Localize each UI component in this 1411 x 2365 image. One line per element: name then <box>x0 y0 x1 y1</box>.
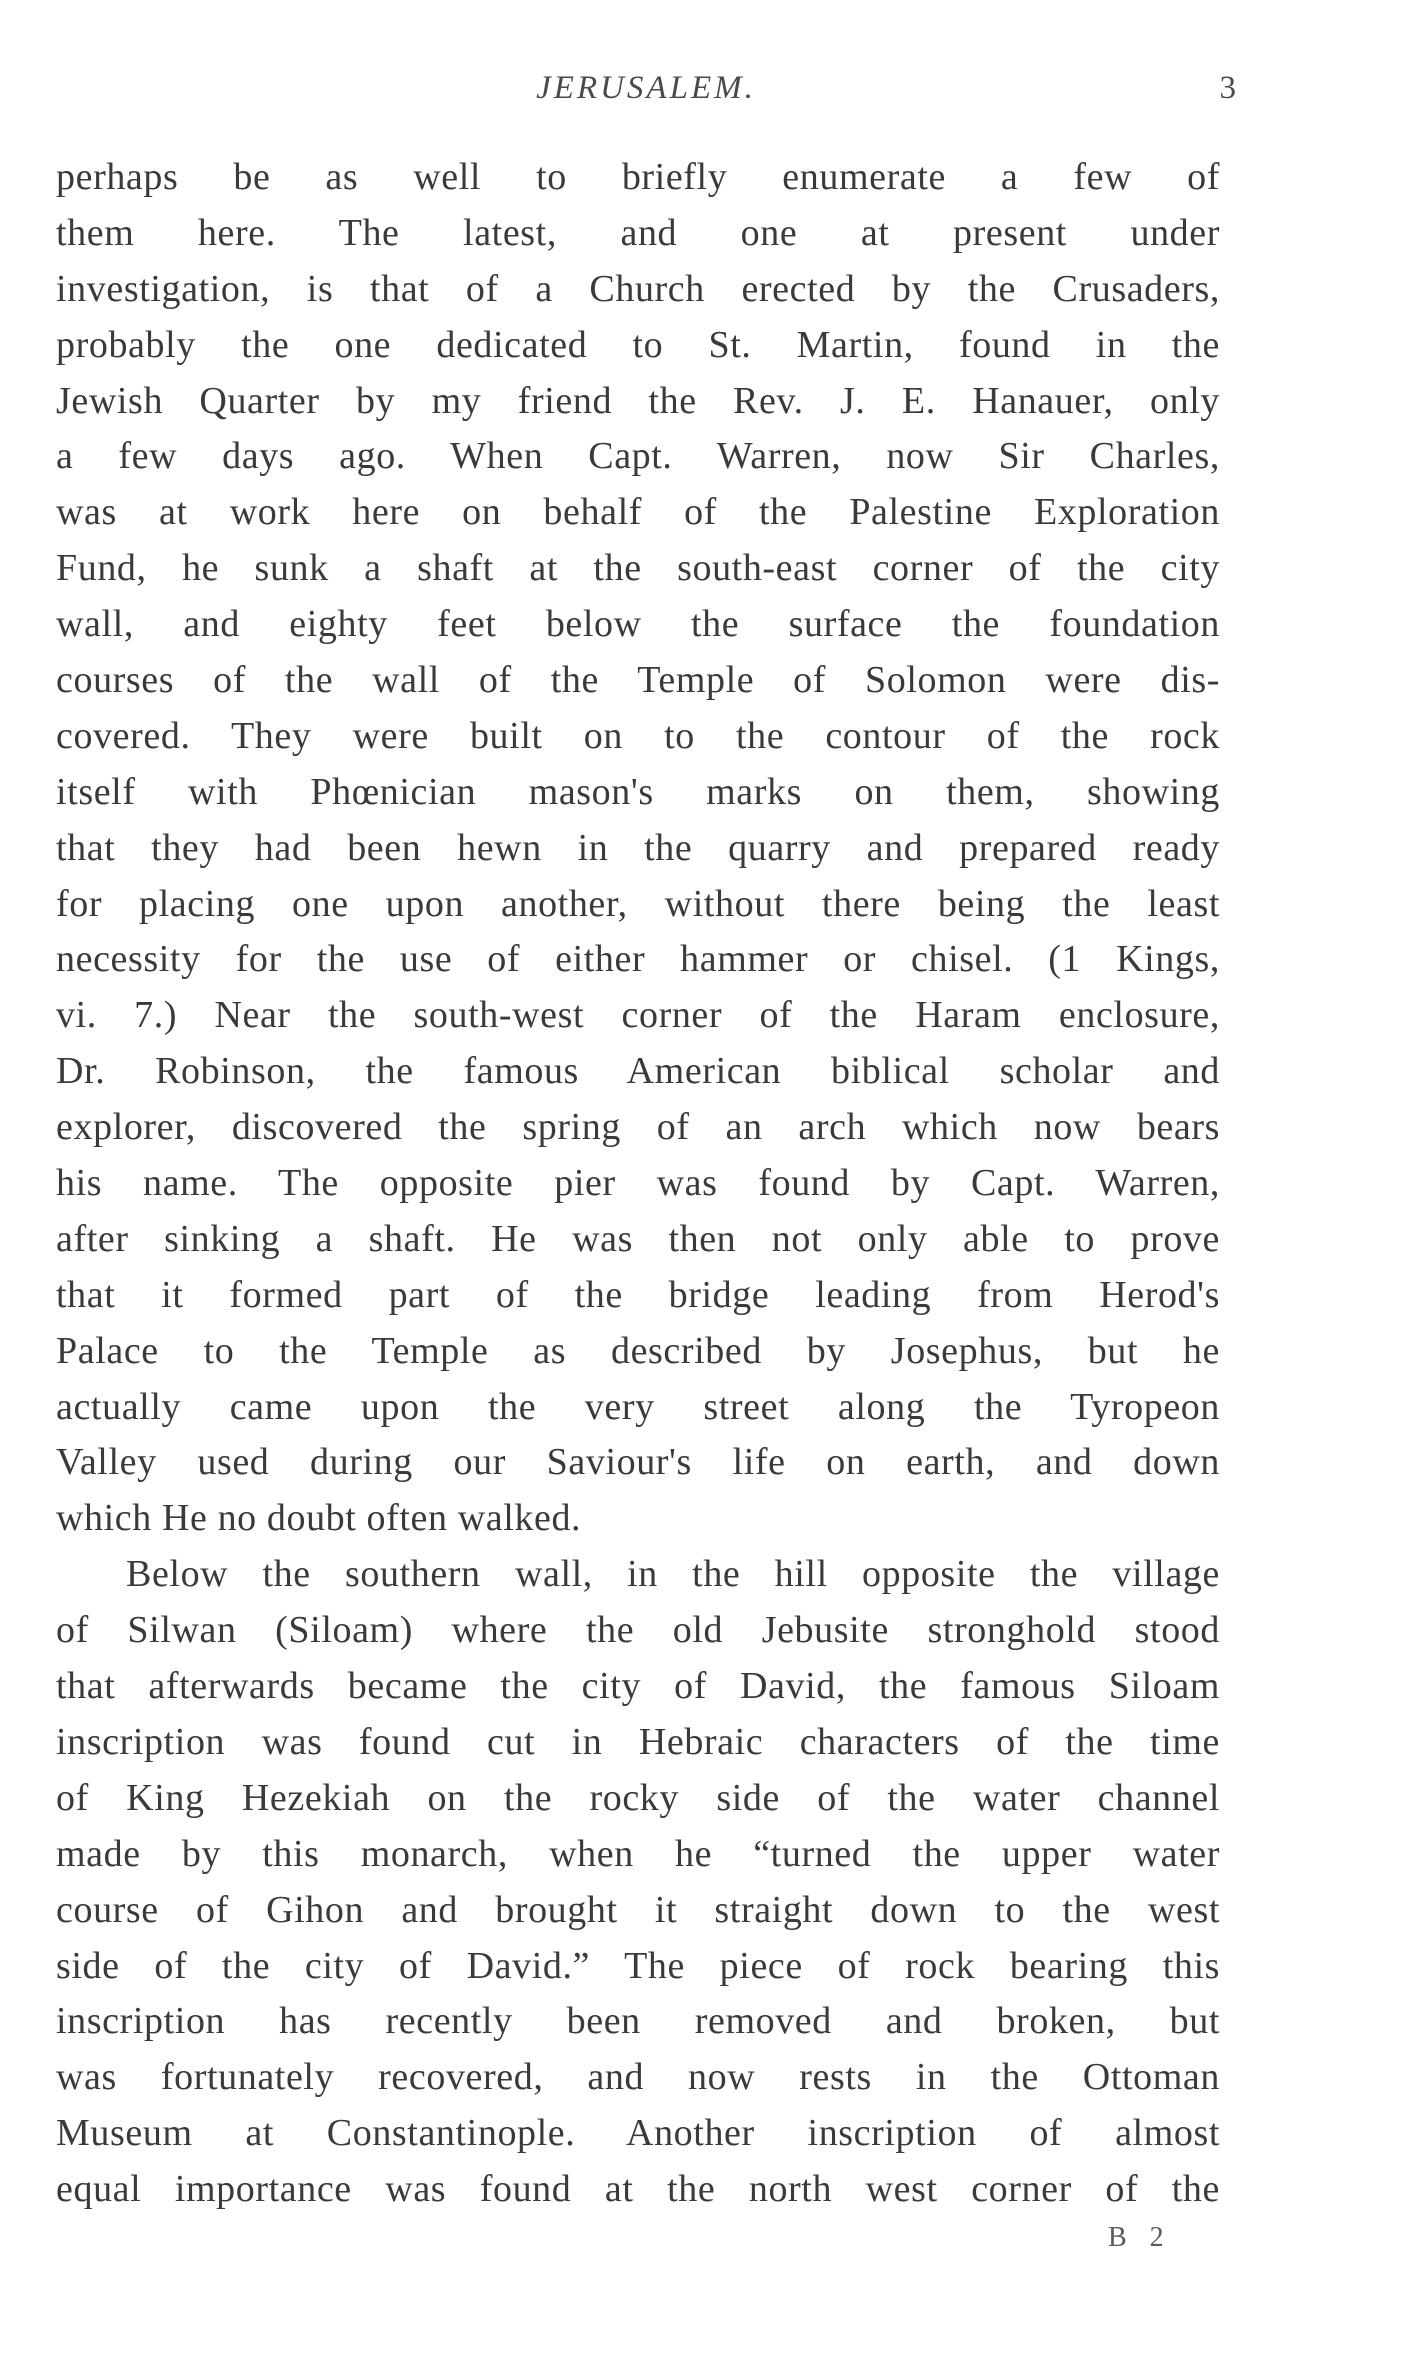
text-line: that it formed part of the bridge leading from Herod's <box>56 1273 1220 1316</box>
text-line: his name. The opposite pier was found by Capt. Warren, <box>56 1162 1220 1205</box>
text-line: itself with Phœnician mason's marks on them, showing <box>56 770 1220 813</box>
text-line: Dr. Robinson, the famous American biblical scholar and <box>56 1050 1220 1093</box>
text-line: was fortunately recovered, and now rests in the Ottoman <box>56 2056 1220 2099</box>
text-line: which He no doubt often walked. <box>56 1497 582 1540</box>
text-line: inscription was found cut in Hebraic characters of the time <box>56 1720 1220 1763</box>
text-line: for placing one upon another, without there being the least <box>56 882 1220 925</box>
text-line: that they had been hewn in the quarry and prepared ready <box>56 826 1220 869</box>
text-line: inscription has recently been removed and broken, but <box>56 2000 1220 2043</box>
text-line: after sinking a shaft. He was then not only able to prove <box>56 1217 1220 1260</box>
text-line: wall, and eighty feet below the surface the foundation <box>56 603 1220 646</box>
signature-mark: B 2 <box>1108 2222 1172 2253</box>
text-line: made by this monarch, when he “turned the upper water <box>56 1832 1220 1875</box>
text-line: necessity for the use of either hammer or chisel. (1 Kings, <box>56 938 1220 981</box>
text-line: Jewish Quarter by my friend the Rev. J. E. Hanauer, only <box>56 379 1220 422</box>
text-line: Museum at Constantinople. Another inscription of almost <box>56 2112 1220 2155</box>
text-line: actually came upon the very street along the Tyropeon <box>56 1385 1220 1428</box>
text-line: covered. They were built on to the contour of the rock <box>56 714 1220 757</box>
text-line: them here. The latest, and one at present under <box>56 211 1220 254</box>
running-title: JERUSALEM. <box>536 70 756 106</box>
text-line: probably the one dedicated to St. Martin, found in the <box>56 323 1220 366</box>
text-line: Below the southern wall, in the hill opposite the village <box>126 1553 1220 1596</box>
running-head <box>56 70 1236 120</box>
text-line: of Silwan (Siloam) where the old Jebusite stronghold stood <box>56 1609 1220 1652</box>
text-line: a few days ago. When Capt. Warren, now Sir Charles, <box>56 435 1220 478</box>
text-line: Fund, he sunk a shaft at the south-east corner of the city <box>56 547 1220 590</box>
text-line: side of the city of David.” The piece of rock bearing this <box>56 1944 1220 1987</box>
text-line: investigation, is that of a Church erected by the Crusaders, <box>56 267 1220 310</box>
text-line: Valley used during our Saviour's life on earth, and down <box>56 1441 1220 1484</box>
text-line: of King Hezekiah on the rocky side of the water channel <box>56 1776 1220 1819</box>
text-line: that afterwards became the city of David, the famous Siloam <box>56 1665 1220 1708</box>
text-line: course of Gihon and brought it straight down to the west <box>56 1888 1220 1931</box>
text-line: perhaps be as well to briefly enumerate a few of <box>56 156 1220 198</box>
body-text <box>56 150 1220 2218</box>
text-line: was at work here on behalf of the Palestine Exploration <box>56 491 1220 534</box>
text-line: Palace to the Temple as described by Josephus, but he <box>56 1329 1220 1372</box>
text-line: equal importance was found at the north west corner of the <box>56 2168 1220 2211</box>
text-line: explorer, discovered the spring of an arch which now bears <box>56 1106 1220 1149</box>
text-line: vi. 7.) Near the south-west corner of the Haram enclosure, <box>56 994 1220 1037</box>
text-line: courses of the wall of the Temple of Solomon were dis- <box>56 659 1220 702</box>
page-number: 3 <box>1219 70 1236 106</box>
